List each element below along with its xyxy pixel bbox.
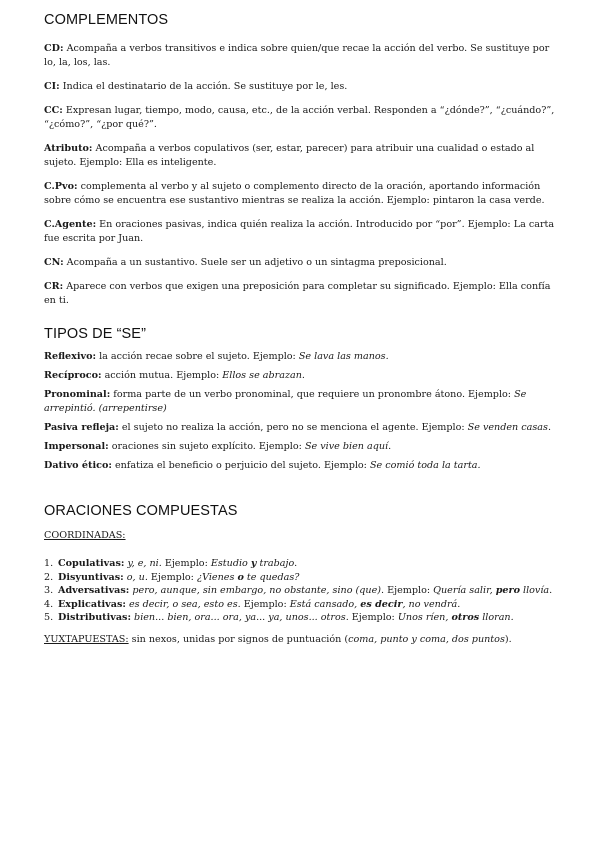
- se-pasiva-refleja: Pasiva refleja: el sujeto no realiza la acción, pero no se menciona el agente. Ejemplo: Se venden casas.: [44, 422, 551, 433]
- list-item: 2. Disyuntivas: o, u. Ejemplo: ¿Vienes o te quedas?: [44, 571, 300, 583]
- section-title: COMPLEMENTOS: [44, 12, 169, 28]
- se-impersonal: Impersonal: oraciones sin sujeto explícito. Ejemplo: Se vive bien aquí.: [44, 441, 392, 452]
- definition-atributo: Atributo: Acompaña a verbos copulativos (ser, estar, parecer) para atribuir una cualidad o estado al sujeto. Ejemplo: Ella es inteligente.: [44, 143, 535, 168]
- list-item: 4. Explicativas: es decir, o sea, esto es. Ejemplo: Está cansado, es decir, no vendrá.: [44, 598, 461, 610]
- se-reciproco: Recíproco: acción mutua. Ejemplo: Ellos se abrazan.: [44, 370, 305, 381]
- coordinadas-heading: COORDINADAS:: [44, 530, 126, 541]
- yuxtapuestas-definition: YUXTAPUESTAS: sin nexos, unidas por signos de puntuación (coma, punto y coma, dos puntos).: [44, 633, 512, 645]
- list-item: 1. Copulativas: y, e, ni. Ejemplo: Estudio y trabajo.: [44, 558, 298, 569]
- definition-ci: CI: Indica el destinatario de la acción. Se sustituye por le, les.: [44, 81, 348, 92]
- section-oraciones-compuestas: [44, 503, 556, 647]
- section-title: TIPOS DE “SE”: [44, 326, 147, 342]
- definition-cr: CR: Aparece con verbos que exigen una preposición para completar su significado. Ejemplo: Ella confía en ti.: [44, 281, 551, 306]
- list-item: 3. Adversativas: pero, aunque, sin embargo, no obstante, sino (que). Ejemplo: Quería salir, pero llovía.: [44, 585, 553, 596]
- list-item: 5. Distributivas: bien... bien, ora... ora, ya... ya, unos... otros. Ejemplo: Unos ríen, otros lloran.: [44, 612, 514, 623]
- coordinadas-list: [44, 557, 556, 625]
- section-complementos: [44, 12, 556, 308]
- section-tipos-se: [44, 326, 556, 473]
- se-pronominal: Pronominal: forma parte de un verbo pronominal, que requiere un pronombre átono. Ejemplo: Se arrepintió. (arrepentirse): [44, 389, 527, 414]
- section-title: ORACIONES COMPUESTAS: [44, 503, 238, 519]
- definition-cagente: C.Agente: En oraciones pasivas, indica quién realiza la acción. Introducido por “por”. Ejemplo: La carta fue escrita por Juan.: [44, 219, 555, 244]
- definition-cpvo: C.Pvo: complementa al verbo y al sujeto o complemento directo de la oración, aportando información sobre cómo se encuentra ese sustantivo mientras se realiza la acción. Ejemplo: pintaron la casa verde.: [44, 181, 545, 206]
- definition-cc: CC: Expresan lugar, tiempo, modo, causa, etc., de la acción verbal. Responden a “¿dónde?”, “¿cuándo?”, “¿cómo?”, “¿por qué?”.: [44, 105, 555, 130]
- se-reflexivo: Reflexivo: la acción recae sobre el sujeto. Ejemplo: Se lava las manos.: [44, 351, 389, 362]
- se-dativo-etico: Dativo ético: enfatiza el beneficio o perjuicio del sujeto. Ejemplo: Se comió toda la tarta.: [44, 460, 481, 471]
- document-page: [44, 12, 556, 647]
- definition-cd: CD: Acompaña a verbos transitivos e indica sobre quien/que recae la acción del verbo. Se sustituye por lo, la, los, las.: [44, 43, 550, 68]
- definition-cn: CN: Acompaña a un sustantivo. Suele ser un adjetivo o un sintagma preposicional.: [44, 257, 447, 268]
